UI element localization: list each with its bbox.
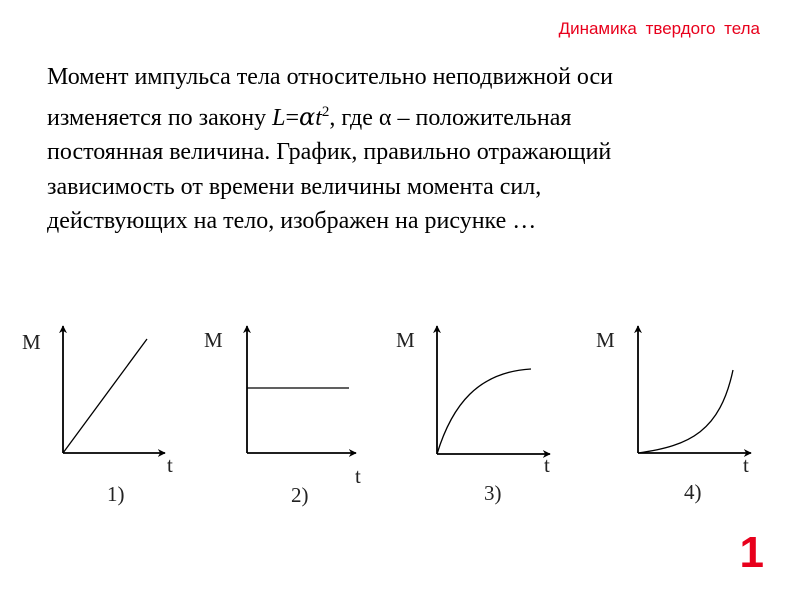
- graph-1-curve: [63, 339, 147, 453]
- graph-3-x-label: t: [544, 453, 550, 477]
- graph-4-x-label: t: [743, 453, 749, 477]
- question-text-before: Момент импульса тела относительно неподвижной оси изменяется по закону: [47, 64, 613, 131]
- graph-1[interactable]: [22, 326, 173, 506]
- graph-4-y-label: M: [596, 328, 615, 352]
- formula-equals: =: [285, 104, 299, 131]
- slide-number: 1: [739, 528, 764, 577]
- graph-4-curve: [638, 370, 733, 453]
- formula-alpha: α: [299, 102, 316, 131]
- graph-1-caption: 1): [107, 482, 125, 506]
- graph-2-x-label: t: [355, 464, 361, 488]
- graph-3-curve: [437, 369, 531, 454]
- graph-2[interactable]: [204, 326, 361, 507]
- formula-L: L: [272, 104, 286, 131]
- graph-4[interactable]: [596, 326, 751, 504]
- formula-exponent: 2: [321, 103, 330, 120]
- formula-t: t: [315, 104, 322, 131]
- graph-3-caption: 3): [484, 481, 502, 505]
- graph-2-caption: 2): [291, 483, 309, 507]
- topic-title: Динамика твердого тела: [558, 19, 760, 38]
- graph-1-y-label: M: [22, 330, 41, 354]
- question-text-after: , где α – положительная постоянная величина. График, правильно отражающий зависимость от времени величины момента сил, действующих на тело, изображен на рисунке …: [47, 104, 612, 234]
- graph-1-x-label: t: [167, 453, 173, 477]
- graph-3[interactable]: [396, 326, 550, 505]
- graph-2-y-label: M: [204, 328, 223, 352]
- graph-3-y-label: M: [396, 328, 415, 352]
- graph-4-caption: 4): [684, 480, 702, 504]
